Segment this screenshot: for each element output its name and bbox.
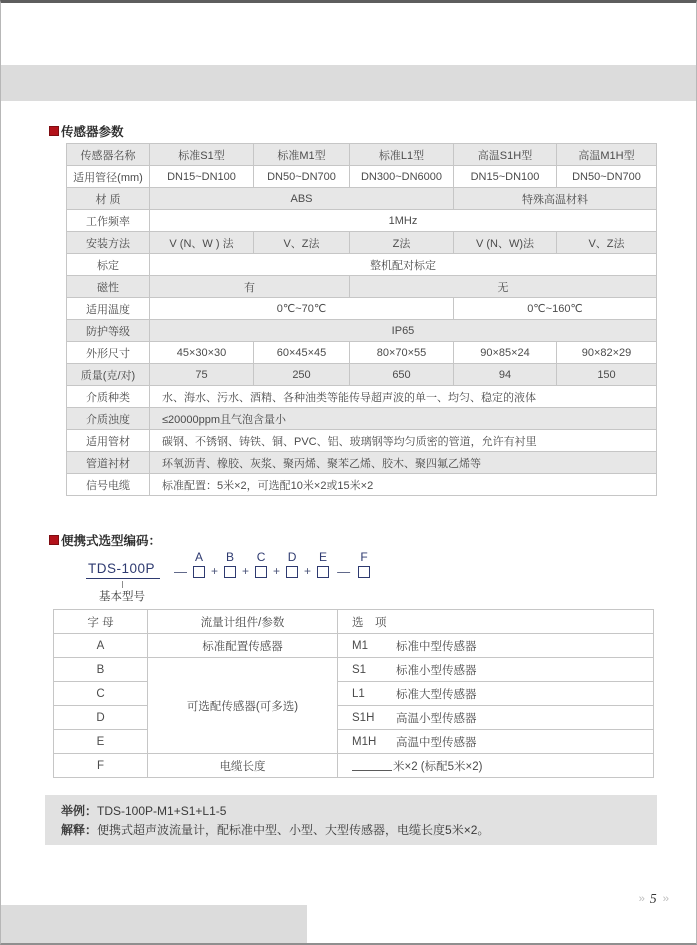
code-slot-f — [358, 551, 370, 578]
option-desc: 高温小型传感器 — [396, 712, 477, 725]
cell: 60×45×45 — [254, 342, 350, 364]
slot-letter: B — [226, 550, 235, 564]
chevron-right-icon: ›› — [638, 893, 644, 905]
code-box-icon — [317, 566, 329, 578]
col-header: 高温S1H型 — [454, 144, 557, 166]
option-desc: 标准大型传感器 — [396, 688, 477, 701]
slot-letter: F — [360, 550, 368, 564]
table-row-pipe-diameter — [67, 166, 657, 188]
row-label: 材 质 — [67, 188, 150, 210]
table-row-dimensions — [67, 342, 657, 364]
row-label: 介质种类 — [67, 386, 150, 408]
cell: 整机配对标定 — [150, 254, 657, 276]
cell: V、Z法 — [557, 232, 657, 254]
option-code: M1H — [352, 735, 377, 748]
cell: 75 — [150, 364, 254, 386]
table-row-header — [67, 144, 657, 166]
cell: 1MHz — [150, 210, 657, 232]
cell: V、Z法 — [254, 232, 350, 254]
dash-connector: — — [337, 564, 351, 579]
cell: 250 — [254, 364, 350, 386]
base-model-code: TDS-100P — [86, 561, 160, 579]
table-row-frequency — [67, 210, 657, 232]
table-row-magnetism — [67, 276, 657, 298]
option-desc: 标准小型传感器 — [396, 664, 477, 677]
slot-letter: C — [256, 550, 266, 564]
table-row-temperature — [67, 298, 657, 320]
cell: 90×82×29 — [557, 342, 657, 364]
letter-cell: B — [54, 658, 148, 682]
code-box-icon — [358, 566, 370, 578]
base-model-label: 基本型号 — [99, 591, 145, 603]
cell: DN50~DN700 — [557, 166, 657, 188]
row-label: 安装方法 — [67, 232, 150, 254]
letter-cell: E — [54, 730, 148, 754]
table-row-c — [54, 682, 654, 706]
page-number — [639, 891, 668, 907]
chevron-right-icon: ›› — [662, 893, 668, 905]
cell: 80×70×55 — [350, 342, 454, 364]
model-coding-diagram — [86, 551, 506, 603]
red-square-bullet-icon — [49, 126, 59, 136]
letter-cell: C — [54, 682, 148, 706]
cell: 标准配置：5米×2，可选配10米×2或15米×2 — [150, 474, 657, 496]
code-slot-e — [317, 551, 329, 578]
cell: 水、海水、污水、酒精、各种油类等能传导超声波的单一、均匀、稳定的液体 — [150, 386, 657, 408]
section1-title-text: 传感器参数 — [61, 125, 124, 139]
cell: DN50~DN700 — [254, 166, 350, 188]
cell: 环氧沥青、橡胶、灰浆、聚丙烯、聚苯乙烯、胶木、聚四氟乙烯等 — [150, 452, 657, 474]
table-row-d — [54, 706, 654, 730]
option-desc: 标准中型传感器 — [396, 640, 477, 653]
code-box-icon — [286, 566, 298, 578]
explanation-label: 解释： — [61, 823, 98, 837]
plus-connector: + — [273, 564, 281, 578]
section-title-portable-coding — [49, 531, 161, 549]
row-label: 适用管径(mm) — [67, 166, 150, 188]
table-row-signal-cable — [67, 474, 657, 496]
cell: 0℃~70℃ — [150, 298, 454, 320]
code-slot-a — [193, 551, 205, 578]
table-row-turbidity — [67, 408, 657, 430]
cell: V (N、W ) 法 — [150, 232, 254, 254]
code-box-icon — [224, 566, 236, 578]
col-header: 高温M1H型 — [557, 144, 657, 166]
cell: IP65 — [150, 320, 657, 342]
code-sequence — [168, 551, 370, 578]
letter-cell: D — [54, 706, 148, 730]
explanation-text: 便携式超声波流量计，配标准中型、小型、大型传感器，电缆长度5米×2。 — [97, 823, 490, 837]
cell: 特殊高温材料 — [454, 188, 657, 210]
row-label: 防护等级 — [67, 320, 150, 342]
row-label: 外形尺寸 — [67, 342, 150, 364]
col-header: 传感器名称 — [67, 144, 150, 166]
option-cell — [338, 634, 654, 658]
option-code: L1 — [352, 687, 365, 700]
option-cell — [338, 658, 654, 682]
component-cell: 电缆长度 — [148, 754, 338, 778]
cell: 无 — [350, 276, 657, 298]
cell: Z法 — [350, 232, 454, 254]
sensor-parameter-table — [66, 143, 657, 496]
row-label: 介质浊度 — [67, 408, 150, 430]
plus-connector: + — [242, 564, 250, 578]
fill-in-blank-line — [352, 760, 392, 771]
table-row-media-type — [67, 386, 657, 408]
table-row-weight — [67, 364, 657, 386]
pointer-tick — [122, 581, 123, 588]
code-box-icon — [255, 566, 267, 578]
cell: ABS — [150, 188, 454, 210]
col-header: 标准S1型 — [150, 144, 254, 166]
plus-connector: + — [211, 564, 219, 578]
dash-connector: — — [174, 564, 187, 579]
table-row-calibration — [67, 254, 657, 276]
row-label: 质量(克/对) — [67, 364, 150, 386]
cell: 碳钢、不锈钢、铸铁、铜、PVC、铝、玻璃钢等均匀质密的管道，允许有衬里 — [150, 430, 657, 452]
table-row-install-method — [67, 232, 657, 254]
cell: 有 — [150, 276, 350, 298]
cell: 150 — [557, 364, 657, 386]
col-header-options: 选 项 — [338, 610, 654, 634]
letter-cell: F — [54, 754, 148, 778]
col-header: 标准L1型 — [350, 144, 454, 166]
table-row-header — [54, 610, 654, 634]
cell: DN15~DN100 — [150, 166, 254, 188]
table-row-protection — [67, 320, 657, 342]
table-row-lining — [67, 452, 657, 474]
plus-connector: + — [304, 564, 312, 578]
slot-letter: E — [319, 550, 328, 564]
cell: 650 — [350, 364, 454, 386]
cell: DN15~DN100 — [454, 166, 557, 188]
option-cell — [338, 682, 654, 706]
row-label: 工作频率 — [67, 210, 150, 232]
slot-letter: D — [287, 550, 297, 564]
table-row-material — [67, 188, 657, 210]
option-cell-cable-length — [338, 754, 654, 778]
row-label: 管道衬材 — [67, 452, 150, 474]
table-row-pipe-material — [67, 430, 657, 452]
code-slot-c — [255, 551, 267, 578]
row-label: 信号电缆 — [67, 474, 150, 496]
selection-coding-table — [53, 609, 654, 778]
component-cell-merged: 可选配传感器(可多选) — [148, 658, 338, 754]
col-header-component: 流量计组件/参数 — [148, 610, 338, 634]
option-desc: 高温中型传感器 — [396, 736, 477, 749]
top-gray-band — [1, 65, 696, 101]
row-label: 标定 — [67, 254, 150, 276]
code-box-icon — [193, 566, 205, 578]
code-slot-b — [224, 551, 236, 578]
page-number-value: 5 — [649, 891, 657, 906]
section2-title-text: 便携式选型编码： — [61, 534, 162, 548]
table-row-e — [54, 730, 654, 754]
letter-cell: A — [54, 634, 148, 658]
red-square-bullet-icon — [49, 535, 59, 545]
col-header-letter: 字 母 — [54, 610, 148, 634]
cable-length-suffix: 米×2 (标配5米×2) — [393, 760, 483, 773]
example-box — [45, 795, 657, 845]
row-label: 适用管材 — [67, 430, 150, 452]
table-row-a — [54, 634, 654, 658]
cell: 0℃~160℃ — [454, 298, 657, 320]
code-slot-d — [286, 551, 298, 578]
example-line — [61, 802, 657, 821]
cell: V (N、W)法 — [454, 232, 557, 254]
option-code: S1 — [352, 663, 367, 676]
option-code: M1 — [352, 639, 368, 652]
bottom-gray-band — [1, 905, 307, 943]
explanation-line — [61, 821, 657, 840]
col-header: 标准M1型 — [254, 144, 350, 166]
row-label: 磁性 — [67, 276, 150, 298]
component-cell: 标准配置传感器 — [148, 634, 338, 658]
cell: ≤20000ppm且气泡含量小 — [150, 408, 657, 430]
example-label: 举例： — [61, 804, 98, 818]
table-row-b — [54, 658, 654, 682]
table-row-f — [54, 754, 654, 778]
option-cell — [338, 730, 654, 754]
cell: 90×85×24 — [454, 342, 557, 364]
example-code: TDS-100P-M1+S1+L1-5 — [97, 804, 227, 818]
cell: 94 — [454, 364, 557, 386]
row-label: 适用温度 — [67, 298, 150, 320]
option-cell — [338, 706, 654, 730]
option-code: S1H — [352, 711, 375, 724]
slot-letter: A — [194, 550, 203, 564]
section-title-sensor-params — [49, 122, 124, 140]
cell: 45×30×30 — [150, 342, 254, 364]
cell: DN300~DN6000 — [350, 166, 454, 188]
